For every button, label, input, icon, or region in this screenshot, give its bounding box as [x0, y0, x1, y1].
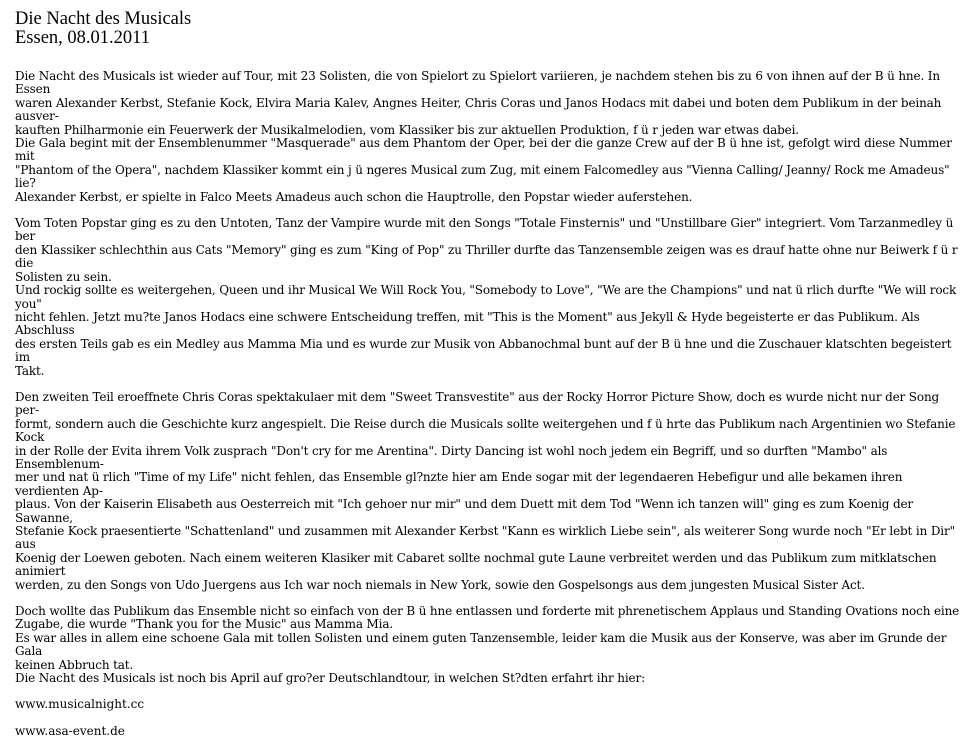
link-asa-event[interactable]: www.asa-event.de: [15, 723, 125, 738]
text-line: Es war alles in allem eine schoene Gala mit tollen Solisten und einem guten Tanzensemble, leider kam die Musik aus der Konserve, was aber im Grunde der Gala: [15, 630, 947, 659]
text-line: den Klassiker schlechthin aus Cats "Memory" ging es zum "King of Pop" zu Thriller durfte das Tanzensemble zeigen was es drauf hatte ohne nur Beiwerk f ü r die: [15, 242, 958, 271]
text-line: Zugabe, die wurde "Thank you for the Music" aus Mamma Mia.: [15, 617, 394, 632]
text-line: Die Nacht des Musicals ist noch bis April auf gro?er Deutschlandtour, in welchen St?dten erfahrt ihr hier:: [15, 671, 645, 686]
paragraph-1: [15, 70, 965, 204]
article: [15, 10, 965, 751]
text-line: Alexander Kerbst, er spielte in Falco Meets Amadeus auch schon die Hauptrolle, den Popstar wieder auferstehen.: [15, 189, 693, 204]
text-line: Die Nacht des Musicals ist wieder auf Tour, mit 23 Solisten, die von Spielort zu Spielort variieren, je nachdem stehen bis zu 6 von ihnen auf der B ü hne. In Essen: [15, 69, 940, 97]
text-line: Koenig der Loewen geboten. Nach einem weiteren Klasiker mit Cabaret sollte nochmal gute Laune verbreitet werden und das Publikum zum mitklatschen animiert: [15, 550, 937, 579]
text-line: mer und nat ü rlich "Time of my Life" nicht fehlen, das Ensemble gl?nzte hier am Ende sogar mit der legendaeren Hebefigur und alle bekamen ihren verdienten Ap-: [15, 470, 903, 498]
text-line: plaus. Von der Kaiserin Elisabeth aus Oesterreich mit "Ich gehoer nur mir" und dem Duett mit dem Tod "Wenn ich tanzen will" ging es zum Koenig der Sawanne,: [15, 497, 914, 525]
text-line: formt, sondern auch die Geschichte kurz angespielt. Die Reise durch die Musicals sollte weitergehen und f ü hrte das Publikum nach Argentinien wo Stefanie Kock: [15, 416, 956, 445]
text-line: Vom Toten Popstar ging es zu den Untoten, Tanz der Vampire wurde mit den Songs "Totale Finsternis" und "Unstillbare Gier" integriert. Vom Tarzanmedley ü ber: [15, 216, 954, 244]
text-line: kauften Philharmonie ein Feuerwerk der Musikalmelodien, vom Klassiker bis zur aktuellen Produktion, f ü r jeden war etwas dabei.: [15, 122, 799, 137]
text-line: keinen Abbruch tat.: [15, 657, 134, 672]
text-line: Die Gala begint mit der Ensemblenummer "Masquerade" aus dem Phantom der Oper, bei der die ganze Crew auf der B ü hne ist, gefolgt wird diese Nummer mit: [15, 136, 952, 164]
text-line: Doch wollte das Publikum das Ensemble nicht so einfach von der B ü hne entlassen und forderte mit phrenetischem Applaus und Standing Ovations noch eine: [15, 604, 960, 619]
paragraph-3: [15, 391, 965, 592]
text-line: des ersten Teils gab es ein Medley aus Mamma Mia und es wurde zur Musik von Abbanochmal bunt auf der B ü hne und die Zuschauer klatschten begeistert im: [15, 336, 952, 365]
text-line: nicht fehlen. Jetzt mu?te Janos Hodacs eine schwere Entscheidung treffen, mit "This is the Moment" aus Jekyll & Hyde begeisterte er das Publikum. Als Abschluss: [15, 309, 920, 338]
text-line: Und rockig sollte es weitergehen, Queen und ihr Musical We Will Rock You, "Somebody to Love", "We are the Champions" und nat ü rlich durfte "We will rock you": [15, 283, 957, 311]
article-date-location: Essen, 08.01.2011: [15, 28, 150, 48]
paragraph-4: [15, 605, 965, 685]
text-line: Den zweiten Teil eroeffnete Chris Coras spektakulaer mit dem "Sweet Transvestite" aus der Rocky Horror Picture Show, doch es wurde nicht nur der Song per-: [15, 389, 940, 418]
text-line: Takt.: [15, 363, 45, 378]
text-line: "Phantom of the Opera", nachdem Klassiker kommt ein j ü ngeres Musical zum Zug, mit einem Falcomedley aus "Vienna Calling/ Jeanny/ Rock me Amadeus" lie?: [15, 162, 950, 191]
text-line: in der Rolle der Evita ihrem Volk zusprach "Don't cry for me Arentina". Dirty Dancing ist wohl noch jedem ein Begriff, und so durften "Mambo" als Ensemblenum-: [15, 443, 888, 471]
text-line: Solisten zu sein.: [15, 269, 112, 284]
text-line: werden, zu den Songs von Udo Juergens aus Ich war noch niemals in New York, sowie den Gospelsongs aus dem jungesten Musical Sister Act.: [15, 577, 865, 592]
link-musicalnight[interactable]: www.musicalnight.cc: [15, 697, 145, 712]
text-line: Stefanie Kock praesentierte "Schattenland" und zusammen mit Alexander Kerbst "Kann es wirklich Liebe sein", als weiterer Song wurde noch "Er lebt in Dir" aus: [15, 524, 955, 552]
paragraph-2: [15, 217, 965, 378]
text-line: waren Alexander Kerbst, Stefanie Kock, Elvira Maria Kalev, Angnes Heiter, Chris Coras und Janos Hodacs mit dabei und boten dem Publikum in der beinah ausver-: [15, 95, 942, 124]
article-title: Die Nacht des Musicals: [15, 9, 192, 29]
